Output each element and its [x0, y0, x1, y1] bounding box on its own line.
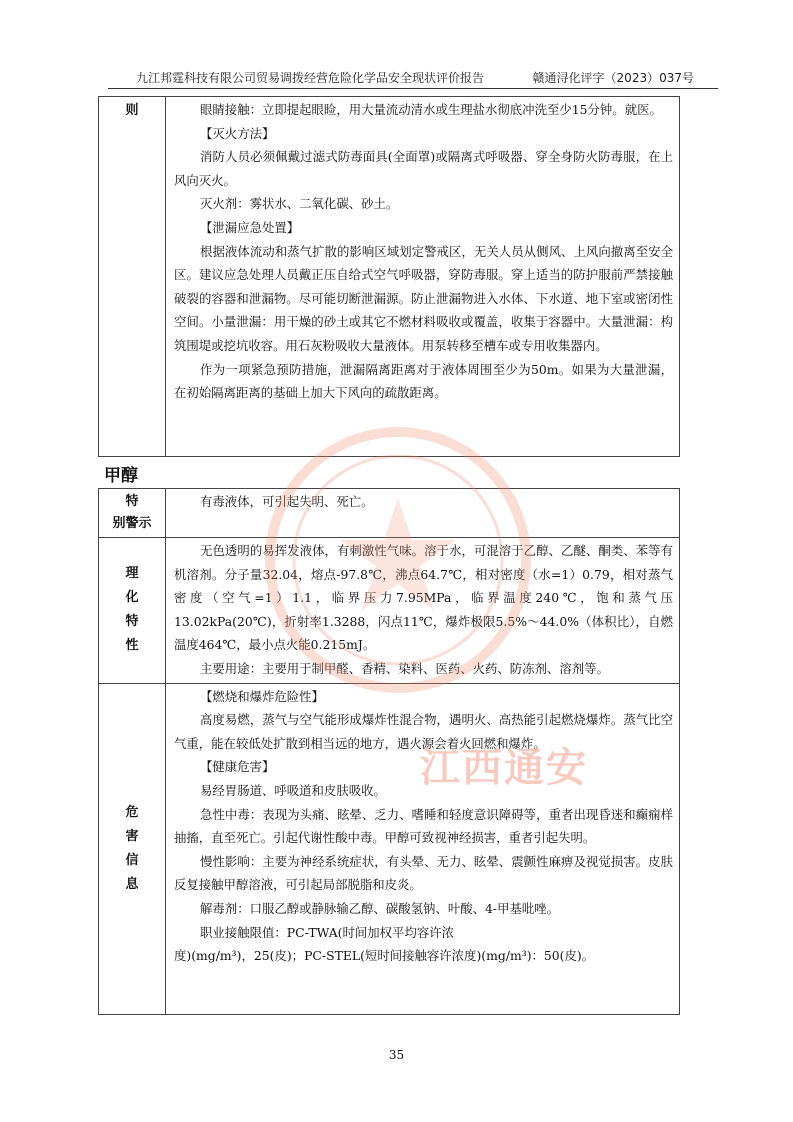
leak-text: 根据液体流动和蒸气扩散的影响区域划定警戒区，无关人员从侧风、上风向撤离至安全区。建议应急处理人员戴正压自给式空气呼吸器，穿防毒服。穿上适当的防护服前严禁接触破裂的容器和泄漏物。尽可能切断泄漏源。防止泄漏物进入水体、下水道、地下室或密闭性空间。小量泄漏：用干燥的砂土或其它不燃材料吸收或覆盖，收集于容器中。大量泄漏：构筑围堤或挖坑收容。用石灰粉吸收大量液体。用泵转移至槽车或专用收集器内。 [174, 243, 673, 353]
warning-content [166, 489, 680, 538]
absorption-text: 易经胃肠道、呼吸道和皮肤吸收。 [200, 782, 386, 798]
hazard-label: 危 害 信 息 [99, 683, 166, 1014]
warning-label: 特 别警示 [99, 489, 166, 538]
substance-title: 甲醇 [104, 466, 138, 486]
watermark-text: 江西通安 [420, 745, 588, 791]
fire-hazard-text: 高度易燃，蒸气与空气能形成爆炸性混合物，遇明火、高热能引起燃烧爆炸。蒸气比空气重，能在较低处扩散到相当远的地方，遇火源会着火回燃和爆炸。 [174, 712, 673, 751]
leak-heading: 【泄漏应急处置】 [200, 219, 300, 235]
health-heading: 【健康危害】 [200, 759, 275, 775]
page-header [108, 66, 718, 89]
extinguisher-text: 灭火剂：雾状水、二氧化碳、砂土。 [200, 196, 399, 212]
isolation-text: 作为一项紧急预防措施，泄漏隔离距离对于液体周围至少为50m。如果为大量泄漏，在初始隔离距离的基础上加大下风向的疏散距离。 [174, 361, 673, 401]
acute-text: 急性中毒：表现为头痛、眩晕、乏力、嗜睡和轻度意识障碍等，重者出现昏迷和癫痫样抽搐，直至死亡。引起代谢性酸中毒。甲醇可致视神经损害，重者引起失明。 [174, 806, 673, 846]
fire-hazard-heading: 【燃烧和爆炸危险性】 [200, 688, 324, 704]
disposal-table [98, 96, 680, 457]
report-number: 赣通浔化评字（2023）037号 [532, 71, 694, 85]
properties-text: 无色透明的易挥发液体，有刺激性气味。溶于水，可混溶于乙醇、乙醚、酮类、苯等有机溶剂。分子量32.04，熔点-97.8℃，沸点64.7℃，相对密度（水=1）0.79，相对蒸气密度（空气=1）1.1，临界压力7.95MPa，临界温度240℃，饱和蒸气压13.02kPa(20℃)，折射率1.3288，闪点11℃，爆炸极限5.5%～44.0%（体积比），自燃温度464℃，最小点火能0.215mJ。 [174, 543, 673, 653]
properties-label: 理 化 特 性 [99, 538, 166, 684]
report-title: 九江邦霆科技有限公司贸易调拨经营危险化学品安全现状评价报告 [136, 71, 485, 85]
page-number: 35 [388, 1048, 405, 1062]
chronic-text: 慢性影响：主要为神经系统症状，有头晕、无力、眩晕、震颤性麻痹及视觉损害。皮肤反复接触甲醇溶液，可引起局部脱脂和皮炎。 [174, 853, 673, 893]
warning-text: 有毒液体，可引起失明、死亡。 [200, 494, 374, 509]
eye-contact-text: 眼睛接触：立即提起眼睑，用大量流动清水或生理盐水彻底冲洗至少15分钟。就医。 [200, 102, 662, 117]
substance-table [98, 488, 680, 1015]
hazard-content [166, 683, 680, 1014]
exposure-limit-text-2: 度)(mg/m³)，25(皮)；PC-STEL(短时间接触容许浓度)(mg/m³)：50(皮)。 [174, 948, 595, 964]
properties-content [166, 538, 680, 684]
fire-method-text: 消防人员必须佩戴过滤式防毒面具(全面罩)或隔离式呼吸器、穿全身防火防毒服，在上风向灭火。 [174, 149, 673, 188]
disposal-content [166, 97, 680, 457]
antidote-text: 解毒剂：口服乙醇或静脉输乙醇、碳酸氢钠、叶酸、4-甲基吡唑。 [200, 900, 560, 916]
usage-text: 主要用途：主要用于制甲醛、香精、染料、医药、火药、防冻剂、溶剂等。 [200, 660, 609, 676]
fire-method-heading: 【灭火方法】 [200, 125, 275, 141]
exposure-limit-text: 职业接触限值：PC-TWA(时间加权平均容许浓 [200, 924, 455, 940]
section-label: 则 [99, 97, 166, 457]
